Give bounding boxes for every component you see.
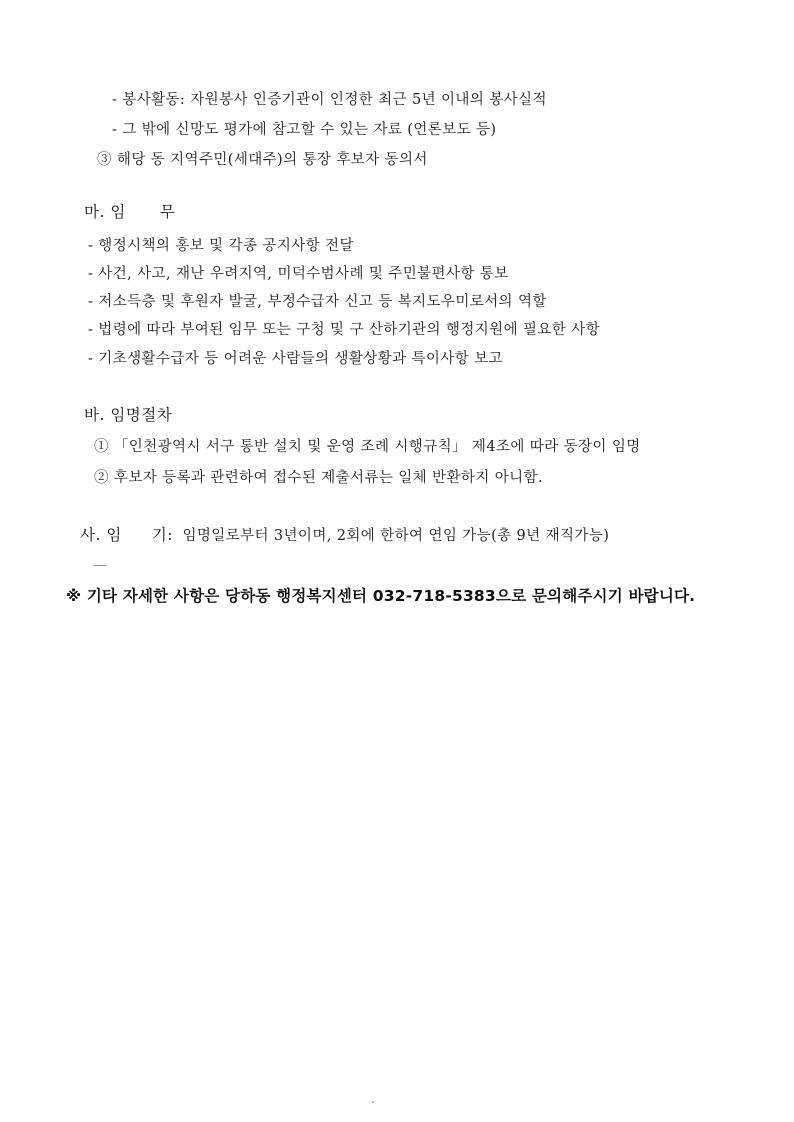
resident-consent-item: ③ 해당 동 지역주민(세대주)의 통장 후보자 동의서 <box>97 152 428 168</box>
term-heading-first: 사. 임 <box>80 526 122 544</box>
volunteer-record-item: - 봉사활동: 자원봉사 인증기관이 인정한 최근 5년 이내의 봉사실적 <box>112 92 547 108</box>
term-text: 임명일로부터 3년이며, 2회에 한하여 연임 가능(총 9년 재직가능) <box>182 528 610 544</box>
duty-item: - 법령에 따라 부여된 임무 또는 구청 및 구 산하기관의 행정지원에 필요한 사항 <box>88 322 601 338</box>
procedure-item: ① 「인천광역시 서구 통반 설치 및 운영 조례 시행규칙」 제4조에 따라 동장이 임명 <box>94 439 641 455</box>
scan-speck <box>372 1101 374 1103</box>
other-materials-item: - 그 밖에 신망도 평가에 참고할 수 있는 자료 (언론보도 등) <box>112 122 497 138</box>
contact-notice: ※ 기타 자세한 사항은 당하동 행정복지센터 032-718-5383으로 문의해주시기 바랍니다. <box>66 587 696 605</box>
term-heading-second: 기: <box>151 526 174 544</box>
appointment-procedure-heading: 바. 임명절차 <box>84 406 173 424</box>
term-heading <box>80 523 609 545</box>
scan-speck <box>93 565 107 566</box>
duty-item: - 사건, 사고, 재난 우려지역, 미덕수범사례 및 주민불편사항 통보 <box>88 266 509 282</box>
duties-heading-second: 무 <box>159 203 176 221</box>
duty-item: - 행정시책의 홍보 및 각종 공지사항 전달 <box>88 238 354 254</box>
procedure-item: ② 후보자 등록과 관련하여 접수된 제출서류는 일체 반환하지 아니함. <box>94 470 543 486</box>
duty-item: - 기초생활수급자 등 어려운 사람들의 생활상황과 특이사항 보고 <box>88 351 503 367</box>
duties-heading-first: 마. 임 <box>84 203 126 221</box>
duties-heading <box>84 200 175 222</box>
duty-item: - 저소득층 및 후원자 발굴, 부정수급자 신고 등 복지도우미로서의 역할 <box>88 294 547 310</box>
